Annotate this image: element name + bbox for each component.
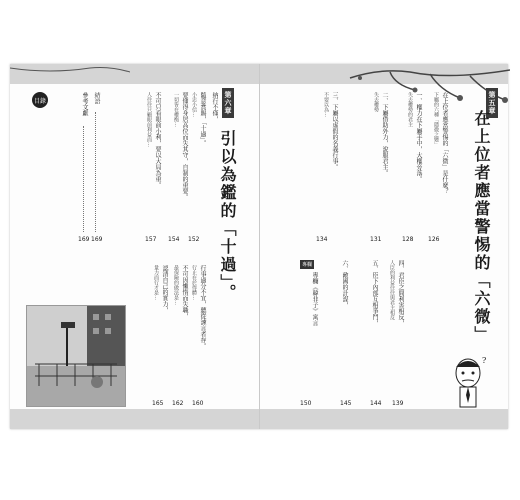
toc-entry-title[interactable]: 要懂得身居高位而失其守，自制的重要。	[181, 92, 188, 200]
toc-entry-sub: 行止在於得體…	[191, 265, 197, 300]
toc-entry-sub: 小忠小信…	[191, 92, 197, 117]
page-number: 150	[300, 400, 312, 407]
page-number: 169	[78, 236, 90, 243]
toc-entry-sub: 失去權勢的君主	[407, 92, 413, 127]
leader-dots	[83, 126, 84, 232]
toc-entry-title[interactable]: 四、君臣之間利害相反，	[397, 260, 404, 326]
toc-entry-sub: 一切皆在權衡…	[173, 92, 179, 127]
toc-entry-sub: 人臣的利益往往與君主相反	[389, 260, 395, 320]
column-badge: 專欄	[302, 262, 313, 268]
leader-dots	[95, 112, 96, 232]
toc-badge: 目錄	[32, 92, 48, 108]
toc-entry-title[interactable]: 二、下屬借助外力，說服君主。	[381, 92, 388, 176]
toc-entry-sub: 不要以為…	[323, 92, 329, 117]
toc-entry-title[interactable]: 六、敵國的計謀，	[341, 260, 348, 308]
toc-entry-title[interactable]: 五、臣下內部互相爭鬥，	[371, 260, 378, 326]
toc-entry-sub: 最保險的做法是…	[173, 265, 179, 305]
chapter-title: 引以為鑑的「十過」。	[218, 130, 237, 302]
cartoon-man-illustration	[448, 355, 490, 409]
toc-entry-sub: 量力而行才是…	[153, 265, 159, 300]
page-number: 139	[392, 400, 404, 407]
toc-entry-sub: 下屬的六種「隱微之變」	[433, 92, 439, 147]
toc-entry-title[interactable]: 不可因懶惰而失職，	[181, 265, 188, 319]
page-number: 169	[91, 236, 103, 243]
toc-entry-title[interactable]: 專欄《韓非子》寓言	[311, 272, 318, 326]
page-number: 162	[172, 400, 184, 407]
toc-entry-title[interactable]: 在上位者應當警惕的「六微」是什麼？	[441, 92, 448, 194]
branch-decoration-left	[10, 60, 130, 90]
page-number: 131	[370, 236, 382, 243]
page-number: 165	[152, 400, 164, 407]
toc-entry-title[interactable]: 三、下屬以虛假的名義行事。	[331, 92, 338, 170]
chapter-label: 第六章	[222, 88, 234, 118]
page-number: 126	[428, 236, 440, 243]
page-number: 157	[145, 236, 157, 243]
toc-entry-title[interactable]: 隨意賞賜，「十過」。	[199, 92, 206, 146]
gutter	[259, 64, 260, 429]
toc-entry-title[interactable]: 參考文獻	[81, 92, 88, 116]
page-number: 128	[402, 236, 414, 243]
page-number: 154	[168, 236, 180, 243]
toc-entry-sub: 失去權勢	[373, 92, 379, 112]
toc-entry-title[interactable]: 結語	[93, 92, 100, 104]
toc-entry-title[interactable]: 一、權力在下屬手中，大權旁落。	[415, 92, 422, 182]
page-number: 144	[370, 400, 382, 407]
page-number: 160	[192, 400, 204, 407]
chapter-label: 第五章	[486, 88, 498, 118]
page-number: 145	[340, 400, 352, 407]
street-illustration	[26, 305, 126, 407]
page-number: 152	[188, 236, 200, 243]
page-number: 134	[316, 236, 328, 243]
svg-text:?: ?	[482, 356, 487, 365]
toc-entry-title[interactable]: 認清自己的實力，	[161, 265, 168, 313]
chapter-title: 在上位者應當警惕的「六微」	[472, 110, 491, 344]
toc-entry-title[interactable]: 不可只看眼前小利，要以大局為重。	[154, 92, 161, 188]
toc-entry-sub: 人往往只顧眼前利益而…	[146, 92, 152, 147]
toc-entry-title[interactable]: 納行不僅，	[211, 92, 218, 122]
toc-entry-title[interactable]: 行事過分不宜，聽從諫言者存。	[199, 265, 206, 349]
street-scene-image	[27, 306, 125, 406]
